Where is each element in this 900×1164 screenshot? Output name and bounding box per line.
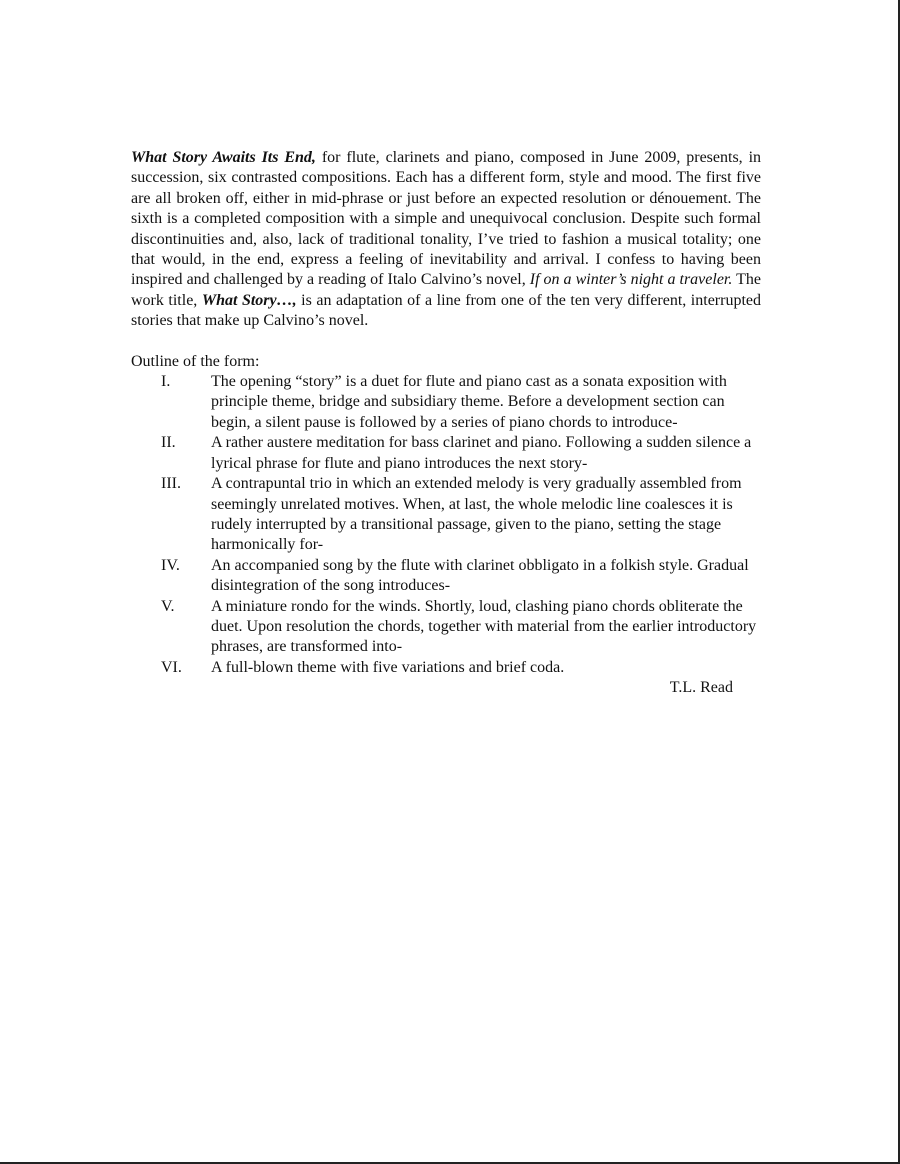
outline-label: Outline of the form: xyxy=(131,352,260,370)
item-text: A contrapuntal trio in which an extended melody is very gradually assembled from seemingly unrelated motives. When, at last, the whole melodic line coalesces it is rudely interrupted by a transitional passage, given to the piano, setting the stage harmonically for- xyxy=(211,475,742,554)
work-title: What Story Awaits Its End, xyxy=(131,149,316,166)
document-body xyxy=(131,148,761,699)
list-item xyxy=(131,474,761,556)
item-text: A full-blown theme with five variations and brief coda. xyxy=(211,658,565,676)
list-item xyxy=(131,597,761,658)
item-numeral: I. xyxy=(161,373,171,391)
list-item xyxy=(131,556,761,597)
item-numeral: III. xyxy=(161,475,181,493)
item-text: A miniature rondo for the winds. Shortly, loud, clashing piano chords obliterate the duet. Upon resolution the chords, together with material from the earlier introductory phrases, are transformed into- xyxy=(211,597,757,656)
intro-text-1: for flute, clarinets and piano, composed in June 2009, presents, in succession, six contrasted compositions. Each has a different form, style and mood. The first five are all broken off, either in mid-phrase or just before an expected resolution or dénouement. The sixth is a completed composition with a simple and unequivocal conclusion. Despite such formal discontinuities and, also, lack of traditional tonality, I’ve tried to fashion a musical totality; one that would, in the end, express a feeling of inevitability and arrival. I confess to having been inspired and challenged by a reading of Italo Calvino’s novel, xyxy=(131,149,762,289)
item-numeral: V. xyxy=(161,597,175,615)
item-text: The opening “story” is a duet for flute and piano cast as a sonata exposition with principle theme, bridge and subsidiary theme. Before a development section can begin, a silent pause is followed by a series of piano chords to introduce- xyxy=(211,373,727,431)
novel-title: If on a winter’s night a traveler. xyxy=(529,271,733,289)
form-outline-list xyxy=(131,372,761,678)
author-signature: T.L. Read xyxy=(669,679,733,697)
item-text: A rather austere meditation for bass clarinet and piano. Following a sudden silence a lyrical phrase for flute and piano introduces the next story- xyxy=(211,434,752,472)
item-numeral: VI. xyxy=(161,658,182,676)
intro-text-2: The work title, xyxy=(131,271,761,309)
list-item xyxy=(131,433,761,474)
item-numeral: II. xyxy=(161,434,176,452)
list-item xyxy=(131,658,761,678)
intro-paragraph xyxy=(131,148,761,332)
work-short-title: What Story…, xyxy=(201,291,297,309)
item-numeral: IV. xyxy=(161,556,180,574)
intro-text-3: is an adaptation of a line from one of the ten very different, interrupted stories that make up Calvino’s novel. xyxy=(131,291,762,330)
item-text: An accompanied song by the flute with clarinet obbligato in a folkish style. Gradual disintegration of the song introduces- xyxy=(211,556,749,595)
list-item xyxy=(131,372,761,433)
